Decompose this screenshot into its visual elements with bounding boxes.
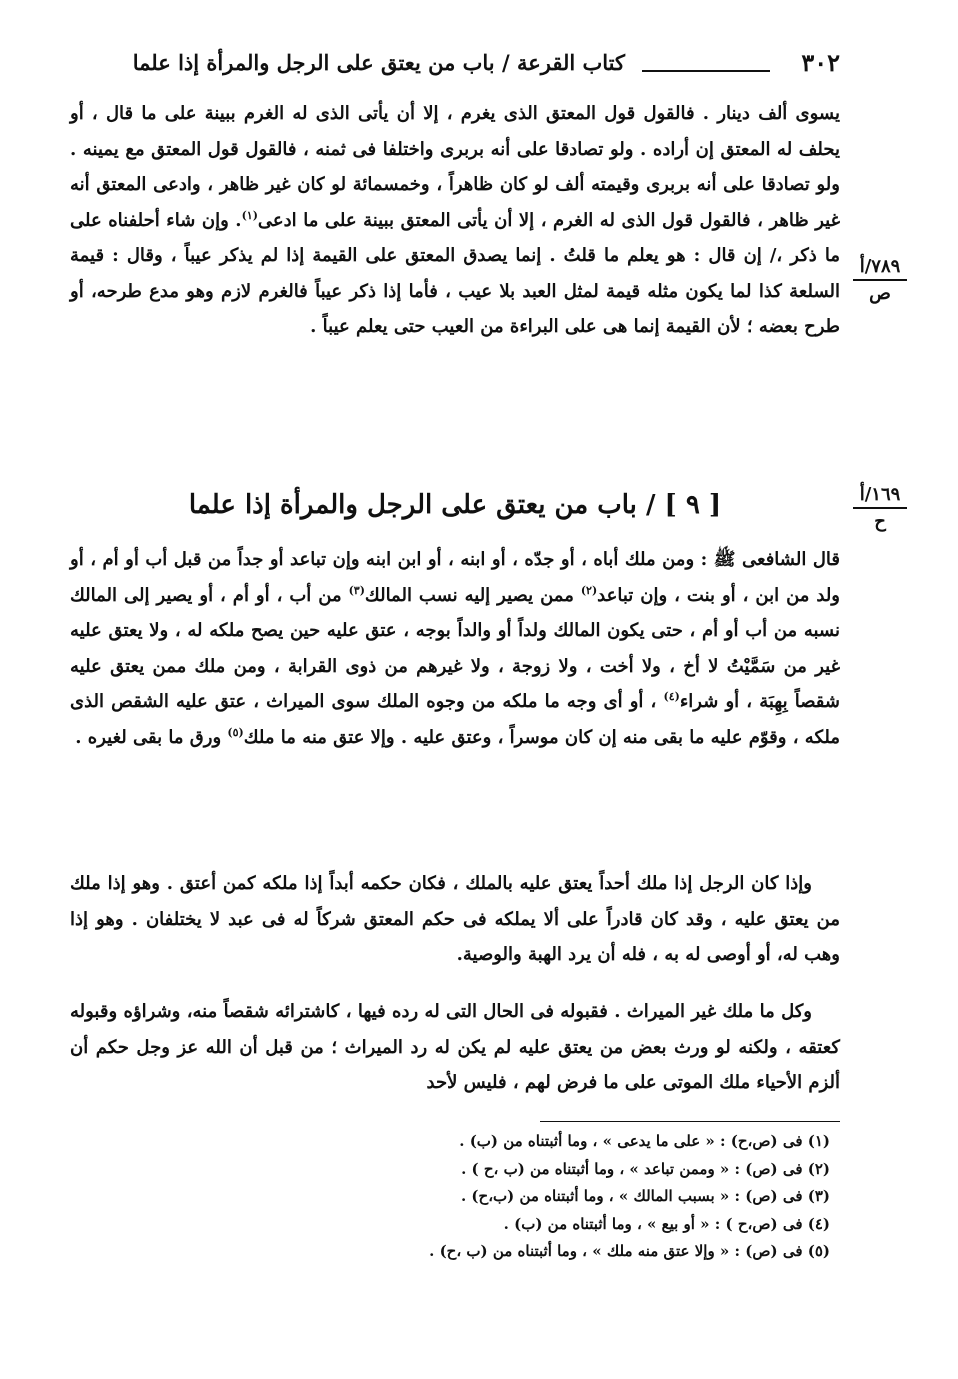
footnote-separator <box>540 1121 840 1122</box>
section-heading: [ ٩ ] / باب من يعتق على الرجل والمرأة إذا علما <box>188 490 722 520</box>
footnote-ref: (١) <box>241 208 258 222</box>
paragraph-2-text <box>70 542 840 755</box>
paragraph-1 <box>70 96 840 345</box>
paragraph-3-text: وإذا كان الرجل إذا ملك أحداً يعتق عليه بالملك ، فكان حكمه أبداً إذا ملكه كمن أعتق . وهو إذا ملك من يعتق عليه ، وقد كان قادراً على ألا يملكه فى حكم المعتق شركاً له فى عبد لا يختلفان . وهو إذا وهب له، أو أوصى له به ، فله أن يرد الهبة والوصية. <box>70 873 840 965</box>
footnote-ref: (٥) <box>227 725 244 739</box>
text-run: ورق ما بقى لغيره . <box>75 726 228 748</box>
text-run: : ومن ملك أباه ، أو جدّه ، أو ابنه ، أو ابن ابنه وإن تباعد أو جداً من قبل أب أو أم ، أو ولد من ابن ، أو بنت ، وإن تباعد <box>70 549 841 606</box>
page-header <box>70 48 840 88</box>
paragraph-4 <box>70 994 840 1101</box>
paragraph-3 <box>70 866 840 973</box>
footnote: (٥) فى (ص) : « وإلا عتق منه ملك » ، وما أثبتناه من (ب ،ح) . <box>429 1242 830 1260</box>
footnote-ref: (٤) <box>663 690 680 703</box>
footnote: (٣) فى (ص) : « بسبب المالك » ، وما أثبتناه من (ب،ح) . <box>460 1187 830 1205</box>
header-rule <box>642 70 770 72</box>
margin-note-2 <box>848 484 912 532</box>
paragraph-2 <box>70 542 840 755</box>
footnote-ref: (٢) <box>580 583 598 597</box>
footnotes <box>70 1128 840 1266</box>
margin-rule <box>853 279 907 281</box>
paragraph-1-text <box>70 96 840 345</box>
text-run: . وإن شاء أحلفناه على ما ذكر ،/ إن قال : هو يعلم ما قلتُ . إنما يصدق المعتق على القيمة إذا لم يذكر عيباً ، وقال : قيمة السلعة كذا لما يكون مثله قيمة لمثل العبد بلا عيب ، فأما إذا ذكر عيباً فالغرم لازم وهو مدع طرحه، أو طرح بعضه ؛ لأن القيمة إنما هى على البراءة من العيب حتى يعلم عيباً . <box>70 209 840 337</box>
margin-siglum: ح <box>874 511 886 532</box>
footnote-ref: (٣) <box>348 583 365 597</box>
footnote: (١) فى (ص،ح) : « على ما يدعى » ، وما أثبتناه من (ب) . <box>459 1132 830 1150</box>
text-run: ممن يصير إليه نسب المالك <box>364 584 581 606</box>
margin-note-1 <box>848 256 912 304</box>
text-run: ، أو أى وجه ما ملكه من وجوه الملك سوى الميراث ، عتق عليه الشقص الذى ملكه ، وقوّم عليه ما بقى منه إن كان موسراً ، وعتق عليه . وإلا عتق منه ما ملك <box>70 691 840 748</box>
running-title: كتاب القرعة / باب من يعتق على الرجل والمرأة إذا علما <box>132 50 625 75</box>
text-run: يسوى ألف دينار . فالقول قول المعتق الذى يغرم ، إلا أن يأتى الذى له الغرم ببينة على ما قال ، أو يحلف له المعتق إن أراده . ولو تصادقا على أنه بربرى واختلفا فى ثمنه ، فالقول قول المعتق مع يمينه . ولو تصادقا على أنه بربرى وقيمته ألف لو كان ظاهراً ، وخمسمائة لو كان غير ظاهر ، وادعى المعتق أنه غير ظاهر ، فالقول قول الذى له الغرم ، إلا أن يأتى المعتق ببينة على ما ادعى <box>70 103 841 231</box>
speaker-attribution: قال الشافعى ﷺ <box>713 549 840 570</box>
margin-ref: ١٦٩/أ <box>859 484 901 505</box>
margin-ref: ٧٨٩/أ <box>859 256 901 277</box>
footnote: (٢) فى (ص) : « وممن تباعد » ، وما أثبتناه من (ب ،ح ) . <box>461 1159 830 1178</box>
margin-siglum: ص <box>869 283 891 304</box>
margin-rule <box>853 507 907 509</box>
text-run: من أب ، أو أم ، أو يصير إلى المالك نسبه من أب أو أم ، حتى يكون المالك ولداً أو والداً بوجه ، عتق عليه حين يصح ملكه له ، ولا يعتق عليه غير من سَمَّيْتُ لا أخ ، ولا أخت ، ولا زوجة ، ولا غيرهم من ذوى القرابة ، ومن ملك ممن يعتق عليه شقصاً بِهِبَة ، أو شراء <box>70 584 840 712</box>
paragraph-4-text: وكل ما ملك غير الميراث . فقبوله فى الحال التى له رده فيها ، كاشترائه شقصاً منه، وشراؤه وقبوله كعتقه ، ولكنه لو ورث بعض من يعتق عليه لم يكن له رد الميراث ؛ من قبل أن الله عز وجل حكم أن ألزم الأحياء ملك الموتى على ما فرض لهم ، فليس لأحد <box>70 1001 840 1093</box>
footnote: (٤) فى (ص،ح ) : « أو بيع » ، وما أثبتناه من (ب) . <box>503 1214 830 1233</box>
page-number: ٣٠٢ <box>801 48 840 77</box>
